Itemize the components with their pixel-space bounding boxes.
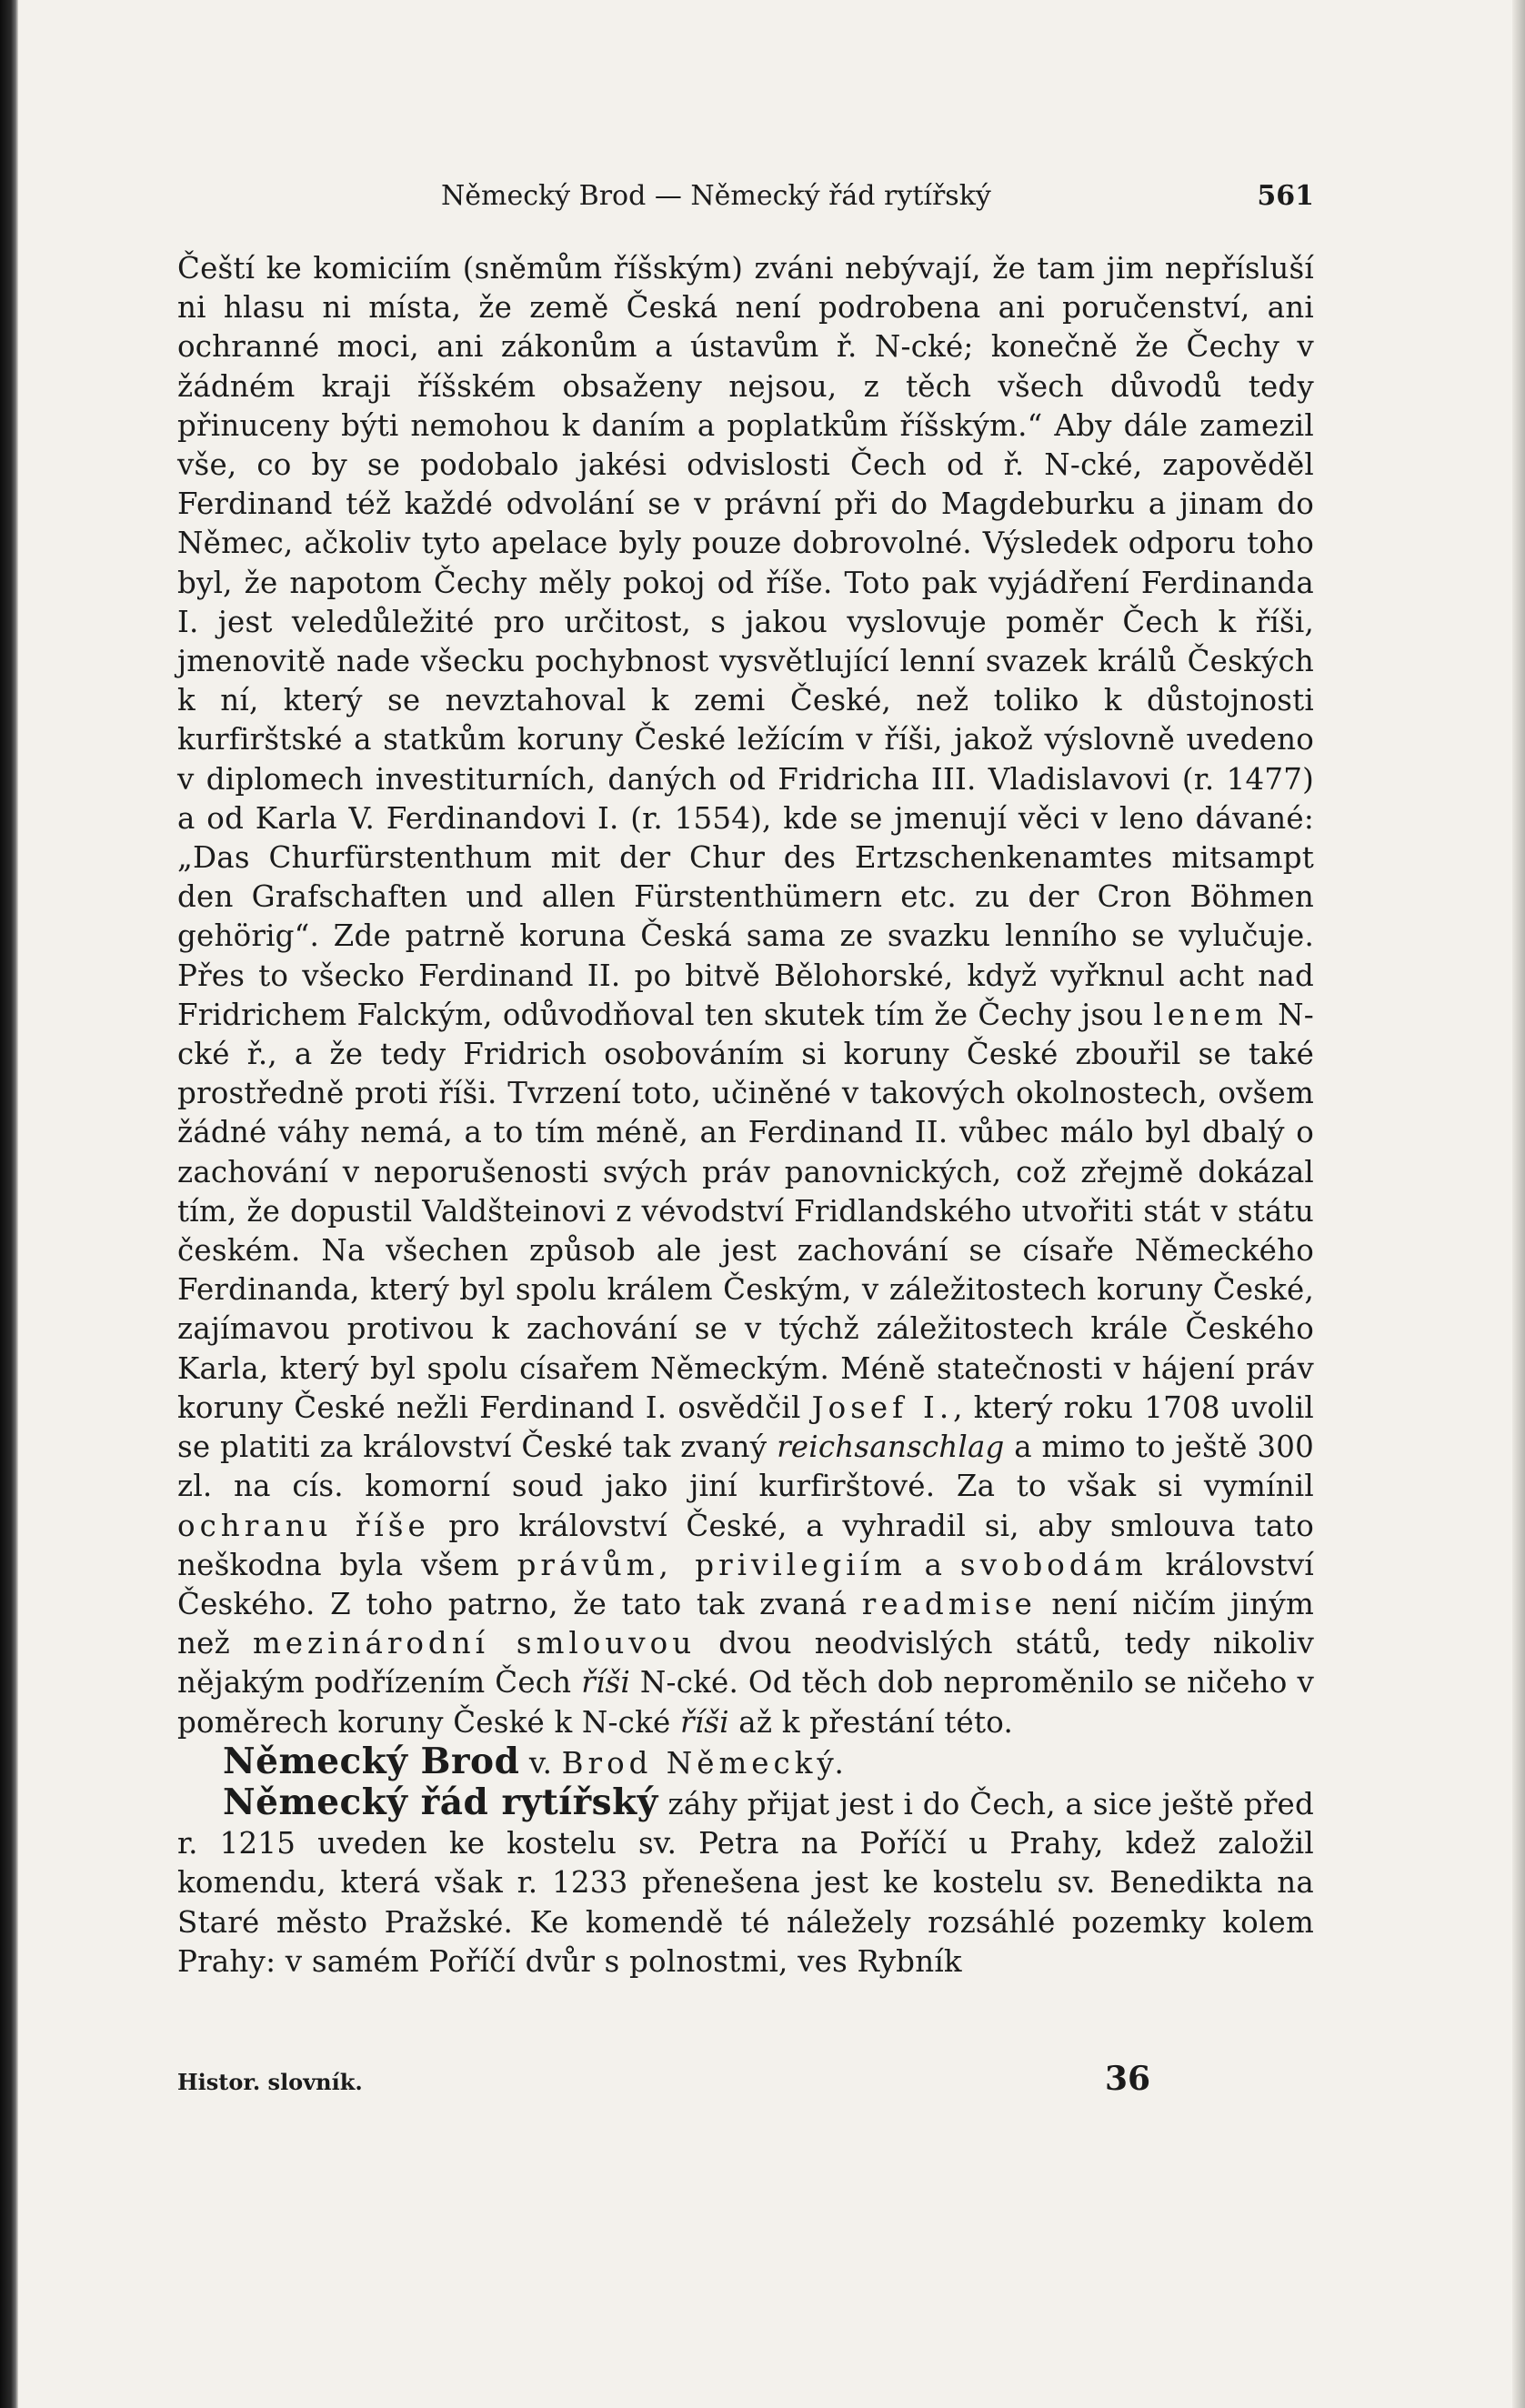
page-edge	[1512, 0, 1525, 2408]
paragraph-text: N-cké ř., a že tedy Fridrich osobováním si koruny České zbouřil se také prostředně proti říši. Tvrzení toto, učiněné v takových okolnostech, ovšem žádné váhy nemá, a to tím méně, an Ferdinand II. vůbec málo byl dbalý o zachování v neporušenosti svých práv panovnických, což zřejmě dokázal tím, že dopustil Valdšteinovi z vévodství Fridlandského utvořiti stát v státu českém. Na všechen způsob ale jest zachování se císaře Německého Ferdinanda, který byl spolu králem Českým, v záležitostech koruny České, zajímavou protivou k zachování se v týchž záležitostech krále Českého Karla, který byl spolu císařem Německým. Méně statečnosti v hájení práv koruny České nežli Ferdinand I. osvědčil	[177, 997, 1314, 1425]
emphasis-italic: reichsanschlag	[777, 1430, 1005, 1465]
footer-source: Histor. slovník.	[177, 2069, 363, 2095]
paragraph-continuation	[177, 249, 1314, 1742]
emphasis-spaced: ochranu říše	[177, 1508, 430, 1543]
emphasis-spaced: svobodám	[959, 1547, 1148, 1582]
entry-text: v.	[528, 1745, 553, 1781]
running-head-title: Německý Brod — Německý řád rytířský	[441, 180, 991, 212]
paragraph-text: pro království České, a vyhradil si, aby smlouva tato neškodna byla všem	[177, 1508, 1315, 1582]
emphasis-spaced: readmise	[861, 1586, 1037, 1621]
paragraph-text: a	[924, 1547, 943, 1582]
emphasis-spaced: právům, privilegiím	[517, 1547, 907, 1582]
paragraph-text: není ničím jiným než	[177, 1586, 1314, 1661]
emphasis-italic: říši	[679, 1704, 729, 1740]
paragraph-text: a mimo to ještě 300 zl. na cís. komorní soud jako jiní kurfirštové. Za to však si vymínil	[177, 1430, 1315, 1504]
paragraph-text: Čeští ke komiciím (sněmům říšským) zváni nebývají, že tam jim nepřísluší ni hlasu ni místa, že země Česká není podrobena ani poručenství, ani ochranné moci, ani zákonům a ústavům ř. N-cké; konečně že Čechy v žádném kraji říšském obsaženy nejsou, z těch všech důvodů tedy přinuceny býti nemohou k daním a poplatkům říšským.“ Aby dále zamezil vše, co by se podobalo jakési odvislosti Čech od ř. N-cké, zapověděl Ferdinand též každé odvolání se v právní při do Magdeburku a jinam do Němec, ačkoliv tyto apelace byly pouze dobrovolné. Výsledek odporu toho byl, že napotom Čechy měly pokoj od říše. Toto pak vyjádření Ferdinanda I. jest veledůležité pro určitost, s jakou vyslovuje poměr Čech k říši, jmenovitě nade všecku pochybnost vysvětlující lenní svazek králů Českých k ní, který se nevztahoval k zemi České, než toliko k důstojnosti kurfirštské a statkům koruny České ležícím v říši, jakož výslovně uvedeno v diplomech investiturních, daných od Fridricha III. Vladislavovi (r. 1477) a od Karla V. Ferdinandovi I. (r. 1554), kde se jmenují věci v leno dávané: „Das Churfürstenthum mit der Chur des Ertzschenkenamtes mitsampt den Grafschaften und allen Fürstenthümern etc. zu der Cron Böhmen gehörig“. Zde patrně koruna Česká sama ze svazku lenního se vylučuje. Přes to všecko Ferdinand II. po bitvě Bělohorské, když vyřknul acht nad Fridrichem Falckým, odůvodňoval ten skutek tím že Čechy jsou	[177, 251, 1314, 1032]
paragraph-text: N-cké. Od těch dob neproměnilo se ničeho v poměrech koruny České k N-cké	[177, 1665, 1314, 1740]
entry-nemecky-rad	[177, 1783, 1314, 1982]
entry-cross-reference: Brod Německý.	[561, 1745, 848, 1781]
entry-nemecky-brod	[177, 1742, 1314, 1783]
page-number: 561	[1257, 180, 1314, 212]
running-head	[177, 178, 1314, 215]
paragraph-text: , který roku 1708 uvolil se platiti za království České tak zvaný	[177, 1390, 1315, 1465]
page-footer	[177, 2060, 1314, 2105]
paragraph-text: dvou neodvislých států, tedy nikoliv nějakým podřízením Čech	[177, 1626, 1315, 1701]
emphasis-italic: říši	[581, 1665, 631, 1701]
entry-text: záhy přijat jest i do Čech, a sice ještě před r. 1215 uveden ke kostelu sv. Petra na Poříčí u Prahy, kdež založil komendu, která však r. 1233 přenešena jest ke kostelu sv. Benedikta na Staré město Pražské. Ke komendě té náležely rozsáhlé pozemky kolem Prahy: v samém Poříčí dvůr s polnostmi, ves Rybník	[177, 1786, 1314, 1979]
signature-mark: 36	[1105, 2060, 1151, 2098]
entry-headword: Německý řád rytířský	[223, 1781, 658, 1823]
book-spine-shadow	[0, 0, 18, 2408]
entry-headword: Německý Brod	[223, 1740, 520, 1782]
emphasis-spaced: Josef I.	[811, 1390, 954, 1425]
emphasis-spaced: lenem	[1153, 997, 1269, 1032]
paragraph-text: království Českého. Z toho patrno, že tato tak zvaná	[177, 1547, 1315, 1621]
paragraph-text: až k přestání této.	[738, 1704, 1013, 1740]
body-text	[177, 249, 1314, 1982]
emphasis-spaced: mezinárodní smlouvou	[252, 1626, 697, 1661]
